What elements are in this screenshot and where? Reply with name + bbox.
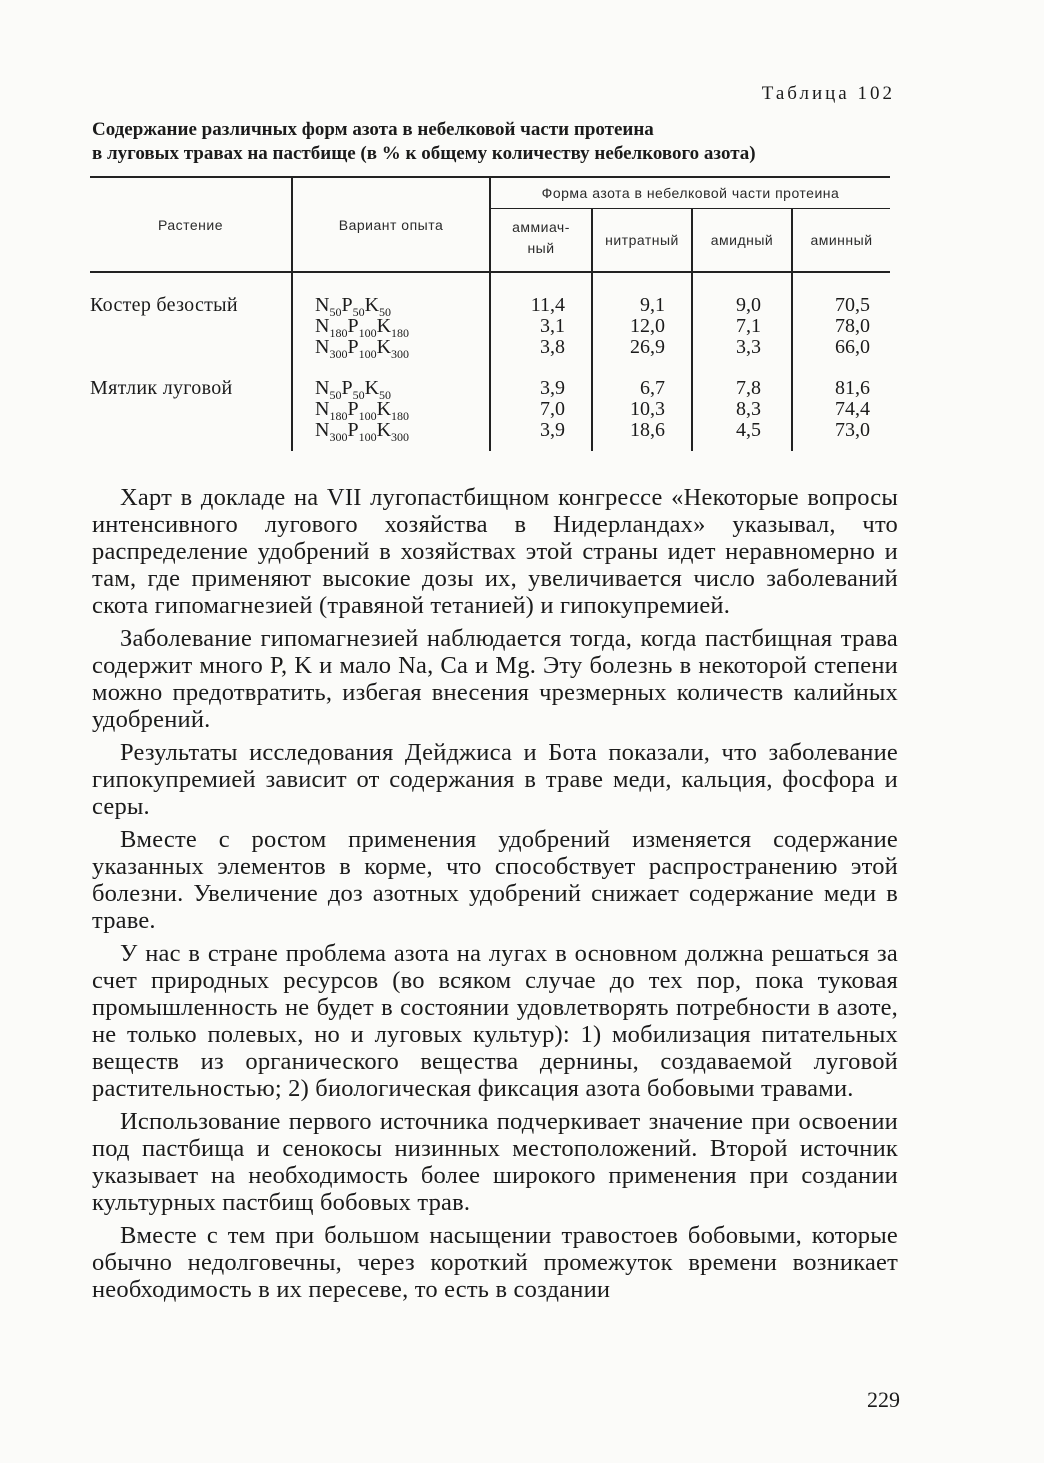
header-amide: амидный xyxy=(692,209,792,273)
variant-formula: $N_{300}P_{100}K_{300}$ xyxy=(315,336,410,361)
value-cell: 78,0 xyxy=(835,315,870,337)
amine-values xyxy=(792,272,890,358)
value-cell: 10,3 xyxy=(630,398,665,420)
table-bottom-spacer xyxy=(90,441,890,451)
value-cell: 9,1 xyxy=(640,294,665,316)
header-ammonia: аммиач- ный xyxy=(490,209,592,273)
page-number: 229 xyxy=(867,1387,900,1412)
header-nitrogen-form-group: Форма азота в небелковой части протеина xyxy=(490,177,890,209)
value-cell: 74,4 xyxy=(835,398,870,420)
table-row xyxy=(90,358,890,441)
value-cell: 73,0 xyxy=(835,419,870,441)
caption-line-2: в луговых травах на пастбище (в % к общему количеству небелкового азота) xyxy=(92,143,756,164)
value-cell: 7,8 xyxy=(736,377,761,399)
plant-name: Костер безостый xyxy=(90,294,238,316)
paragraph: Вместе с ростом применения удобрений изменяется содержание указанных элементов в корме, что способствует распространению этой болезни. Увеличение доз азотных удобрений снижает содержание меди в траве. xyxy=(92,826,898,934)
paragraph: Использование первого источника подчеркивает значение при освоении под пастбища и сенокосы низинных местоположений. Второй источник указывает на необходимость более широкого применения при создании культурных пастбищ бобовых трав. xyxy=(92,1108,898,1216)
variant-formula: $N_{180}P_{100}K_{180}$ xyxy=(315,398,410,423)
table-caption xyxy=(92,118,902,166)
value-cell: 4,5 xyxy=(736,419,761,441)
paragraph: Вместе с тем при большом насыщении травостоев бобовыми, которые обычно недолговечны, через короткий промежуток времени возникает необходимость в их пересеве, то есть в создании xyxy=(92,1222,898,1303)
value-cell: 70,5 xyxy=(835,294,870,316)
body-text xyxy=(92,484,898,1309)
variant-formula: $N_{50}P_{50}K_{50}$ xyxy=(315,294,392,319)
amide-values xyxy=(692,358,792,441)
value-cell: 8,3 xyxy=(736,398,761,420)
paragraph: Харт в докладе на VII лугопастбищном конгрессе «Некоторые вопросы интенсивного лугового хозяйства в Нидерландах» указывал, что распределение удобрений в хозяйствах этой страны идет неравномерно и там, где применяют высокие дозы их, увеличивается число заболеваний скота гипомагнезией (травяной тетанией) и гипокупремией. xyxy=(92,484,898,619)
variant-formula: $N_{50}P_{50}K_{50}$ xyxy=(315,377,392,402)
value-cell: 3,8 xyxy=(540,336,565,358)
amine-values xyxy=(792,358,890,441)
nitrate-values xyxy=(592,358,692,441)
variant-formula: $N_{300}P_{100}K_{300}$ xyxy=(315,419,410,444)
value-cell: 3,9 xyxy=(540,377,565,399)
value-cell: 3,9 xyxy=(540,419,565,441)
value-cell: 12,0 xyxy=(630,315,665,337)
header-nitrate: нитратный xyxy=(592,209,692,273)
paragraph: Заболевание гипомагнезией наблюдается тогда, когда пастбищная трава содержит много P, K и мало Na, Ca и Mg. Эту болезнь в некоторой степени можно предотвратить, избегая внесения чрезмерных количеств калийных удобрений. xyxy=(92,625,898,733)
ammonia-values xyxy=(490,358,592,441)
value-cell: 66,0 xyxy=(835,336,870,358)
nitrate-values xyxy=(592,272,692,358)
value-cell: 7,1 xyxy=(736,315,761,337)
caption-line-1: Содержание различных форм азота в небелковой части протеина xyxy=(92,119,654,140)
value-cell: 6,7 xyxy=(640,377,665,399)
value-cell: 18,6 xyxy=(630,419,665,441)
header-amine: аминный xyxy=(792,209,890,273)
value-cell: 11,4 xyxy=(530,294,565,316)
table-row xyxy=(90,272,890,358)
value-cell: 81,6 xyxy=(835,377,870,399)
nitrogen-forms-table xyxy=(90,176,890,451)
ammonia-values xyxy=(490,272,592,358)
paragraph: У нас в стране проблема азота на лугах в основном должна решаться за счет природных ресурсов (во всяком случае до тех пор, пока туковая промышленность не будет в состоянии удовлетворять потребности в азоте, не только полевых, но и луговых культур): 1) мобилизация питательных веществ из органического вещества дернины, создаваемой луговой растительностью; 2) биологическая фиксация азота бобовыми травами. xyxy=(92,940,898,1102)
value-cell: 7,0 xyxy=(540,398,565,420)
table-body xyxy=(90,272,890,451)
table-number-label: Таблица 102 xyxy=(761,83,895,104)
plant-name: Мятлик луговой xyxy=(90,377,233,399)
header-plant: Растение xyxy=(90,177,292,272)
experiment-variants xyxy=(292,272,490,361)
value-cell: 3,1 xyxy=(540,315,565,337)
paragraph: Результаты исследования Дейджиса и Бота показали, что заболевание гипокупремией зависит от содержания в траве меди, кальция, фосфора и серы. xyxy=(92,739,898,820)
value-cell: 3,3 xyxy=(736,336,761,358)
value-cell: 9,0 xyxy=(736,294,761,316)
value-cell: 26,9 xyxy=(630,336,665,358)
experiment-variants xyxy=(292,358,490,444)
header-variant: Вариант опыта xyxy=(292,177,490,272)
amide-values xyxy=(692,272,792,358)
variant-formula: $N_{180}P_{100}K_{180}$ xyxy=(315,315,410,340)
